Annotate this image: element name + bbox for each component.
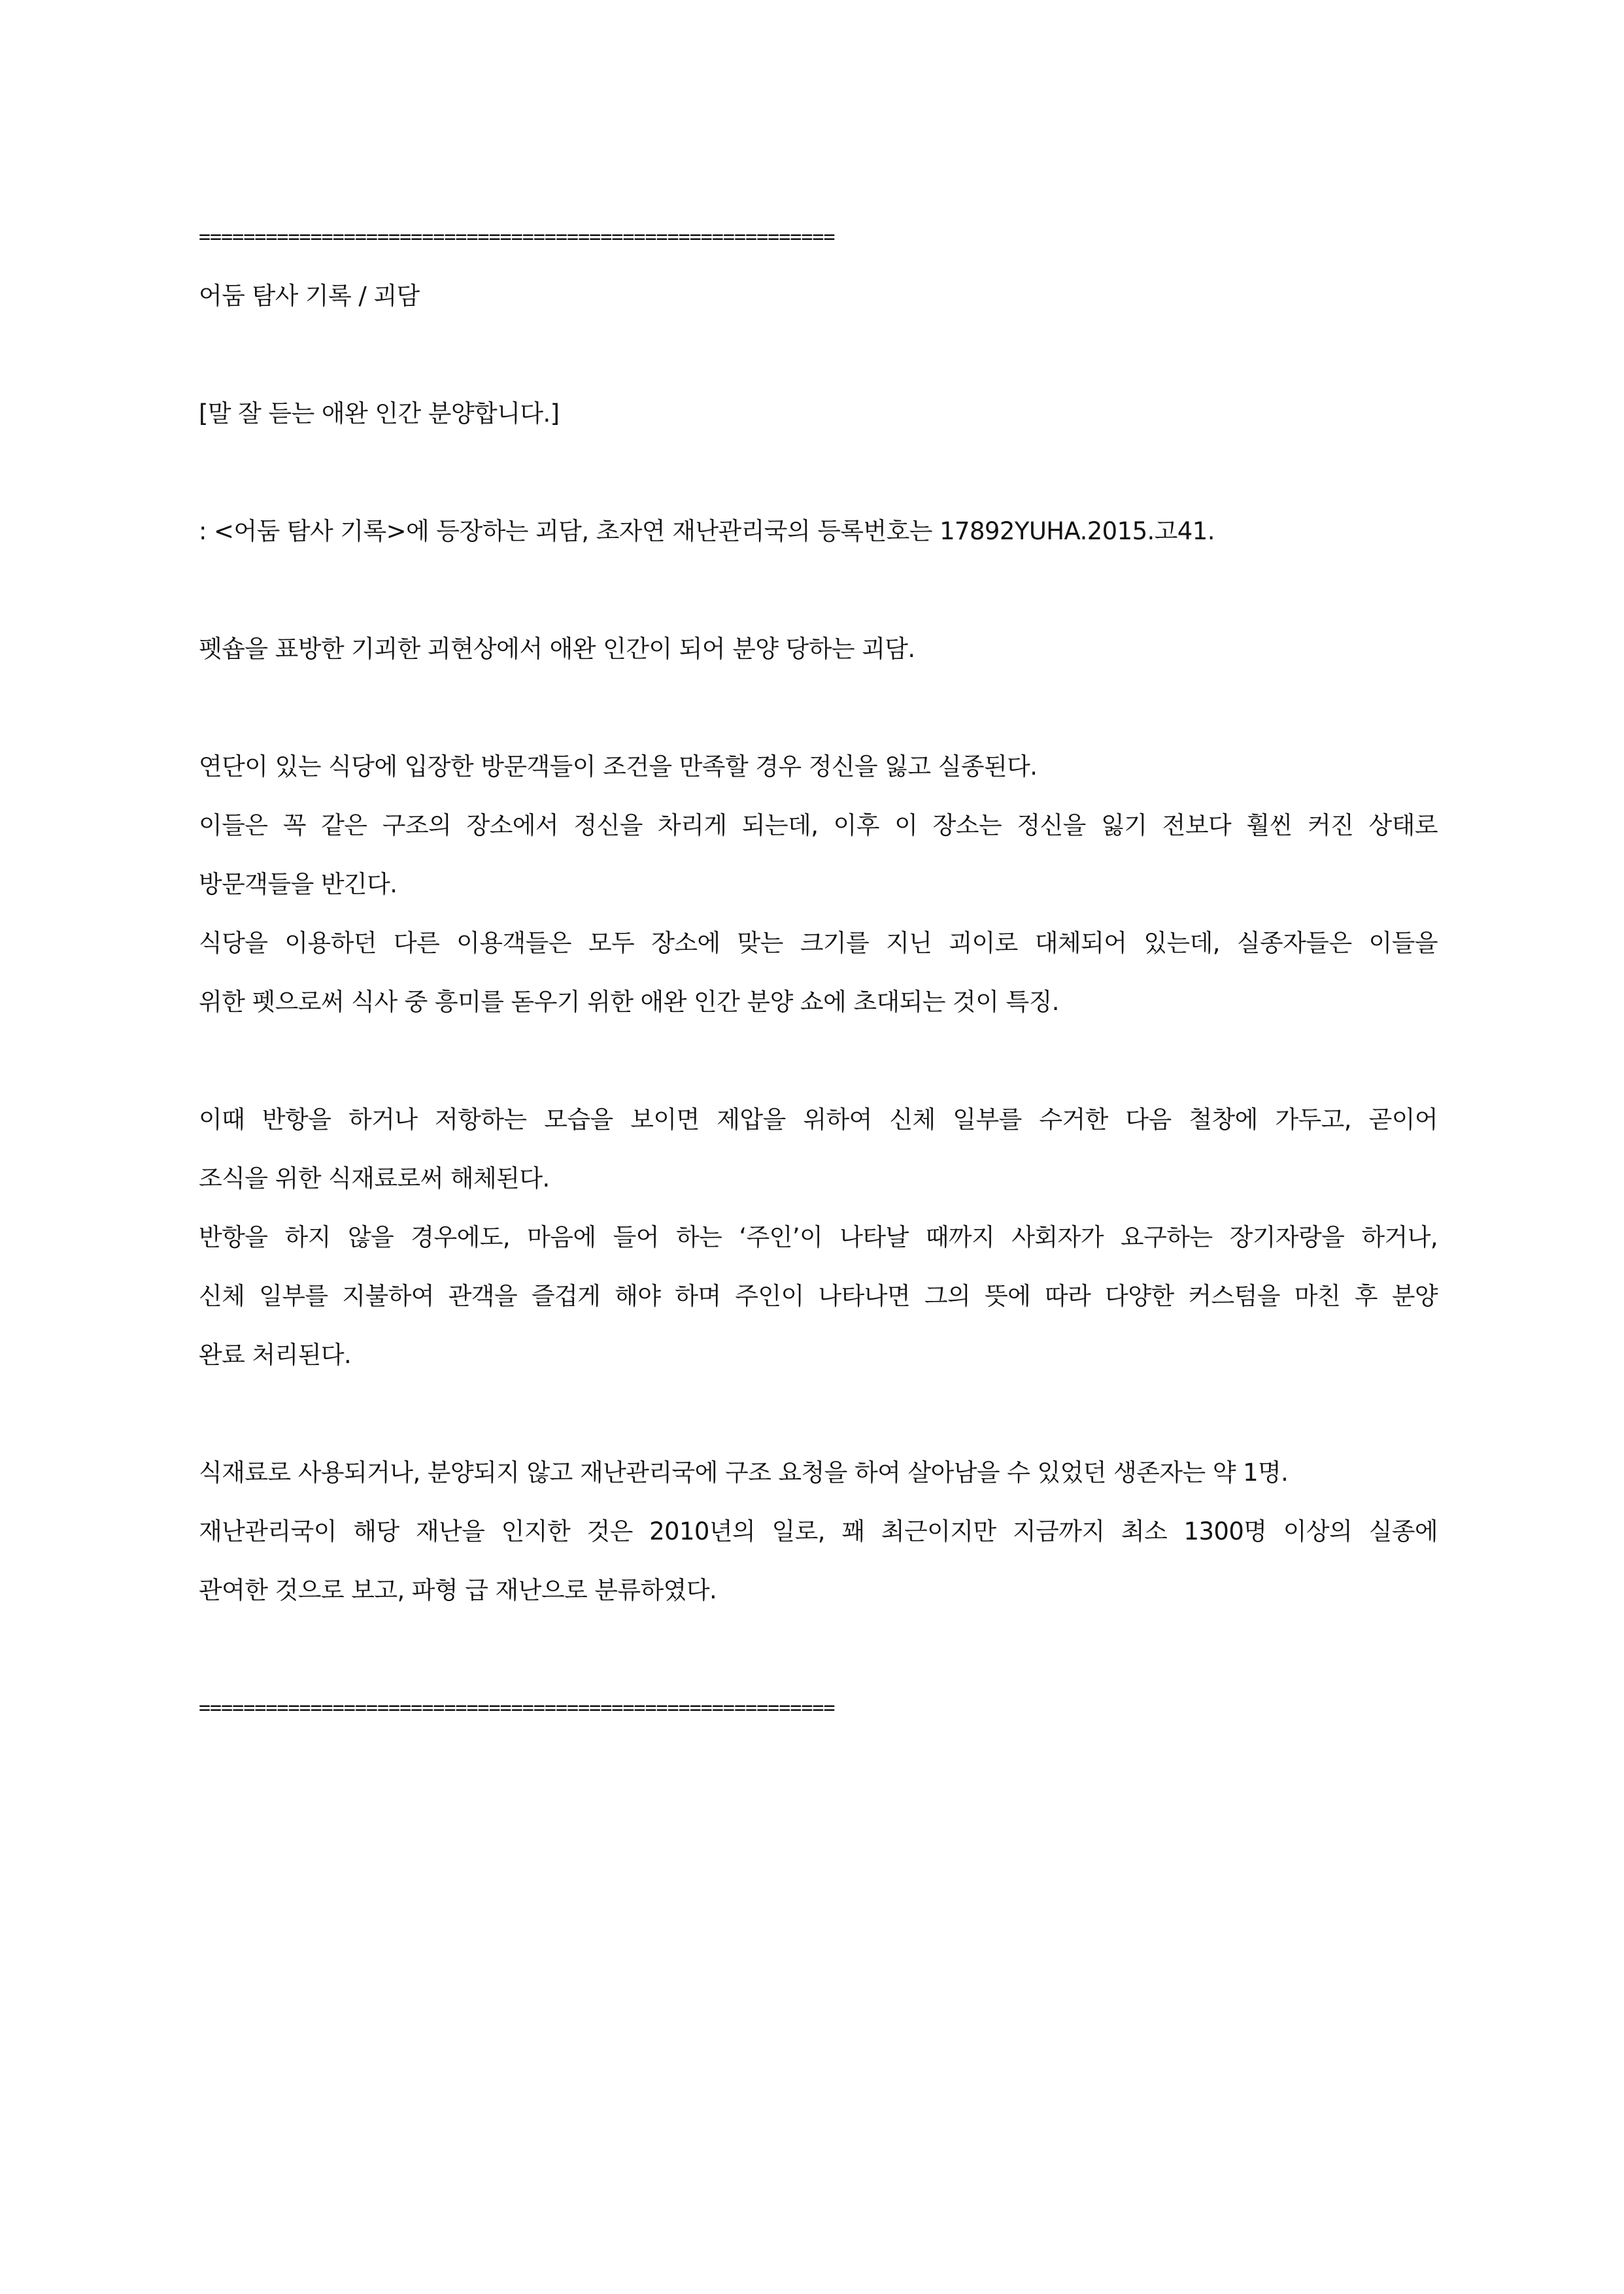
paragraph-line: 식재료로 사용되거나, 분양되지 않고 재난관리국에 구조 요청을 하여 살아남을 수 있었던 생존자는 약 1명. — [199, 1459, 1289, 1487]
intro-line: : <어둠 탐사 기록>에 등장하는 괴담, 초자연 재난관리국의 등록번호는 17892YUHA.2015.고41. — [199, 517, 1215, 545]
document-title: 어둠 탐사 기록 / 괴담 — [199, 282, 420, 310]
paragraph-line: 신체 일부를 지불하여 관객을 즐겁게 해야 하며 주인이 나타나면 그의 뜻에 따라 다양한 커스텀을 마친 후 분양 — [199, 1282, 1438, 1310]
paragraph-line: 식당을 이용하던 다른 이용객들은 모두 장소에 맞는 크기를 지닌 괴이로 대체되어 있는데, 실종자들은 이들을 — [199, 929, 1438, 957]
spacer — [199, 561, 1438, 620]
paragraph-line: 반항을 하지 않을 경우에도, 마음에 들어 하는 ‘주인’이 나타날 때까지 사회자가 요구하는 장기자랑을 하거나, — [199, 1223, 1438, 1251]
spacer — [199, 1032, 1438, 1090]
top-divider: ========================================================= — [199, 226, 835, 248]
spacer — [199, 1620, 1438, 1679]
paragraph-line: 이들은 꼭 같은 구조의 장소에서 정신을 차리게 되는데, 이후 이 장소는 정신을 잃기 전보다 훨씬 커진 상태로 — [199, 811, 1438, 839]
paragraph-line: 이때 반항을 하거나 저항하는 모습을 보이면 제압을 위하여 신체 일부를 수거한 다음 철창에 가두고, 곧이어 — [199, 1105, 1438, 1134]
spacer — [199, 326, 1438, 384]
paragraph-line: 완료 처리된다. — [199, 1341, 352, 1369]
paragraph-1 — [199, 737, 1438, 1032]
summary-line: 펫숍을 표방한 기괴한 괴현상에서 애완 인간이 되어 분양 당하는 괴담. — [199, 635, 915, 663]
paragraph-line: 연단이 있는 식당에 입장한 방문객들이 조건을 만족할 경우 정신을 잃고 실종된다. — [199, 752, 1038, 781]
spacer — [199, 443, 1438, 502]
paragraph-line: 방문객들을 반긴다. — [199, 870, 398, 898]
paragraph-line: 관여한 것으로 보고, 파형 급 재난으로 분류하였다. — [199, 1576, 717, 1604]
spacer — [199, 1385, 1438, 1443]
document-body — [199, 208, 1438, 1738]
paragraph-line: 조식을 위한 식재료로써 해체된다. — [199, 1164, 550, 1192]
spacer — [199, 679, 1438, 737]
paragraph-line: 위한 펫으로써 식사 중 흥미를 돋우기 위한 애완 인간 분양 쇼에 초대되는 것이 특징. — [199, 988, 1059, 1016]
paragraph-2 — [199, 1090, 1438, 1385]
document-heading: [말 잘 듣는 애완 인간 분양합니다.] — [199, 399, 560, 428]
bottom-divider: ========================================================= — [199, 1696, 835, 1719]
paragraph-line: 재난관리국이 해당 재난을 인지한 것은 2010년의 일로, 꽤 최근이지만 지금까지 최소 1300명 이상의 실종에 — [199, 1517, 1438, 1545]
paragraph-3 — [199, 1443, 1438, 1620]
